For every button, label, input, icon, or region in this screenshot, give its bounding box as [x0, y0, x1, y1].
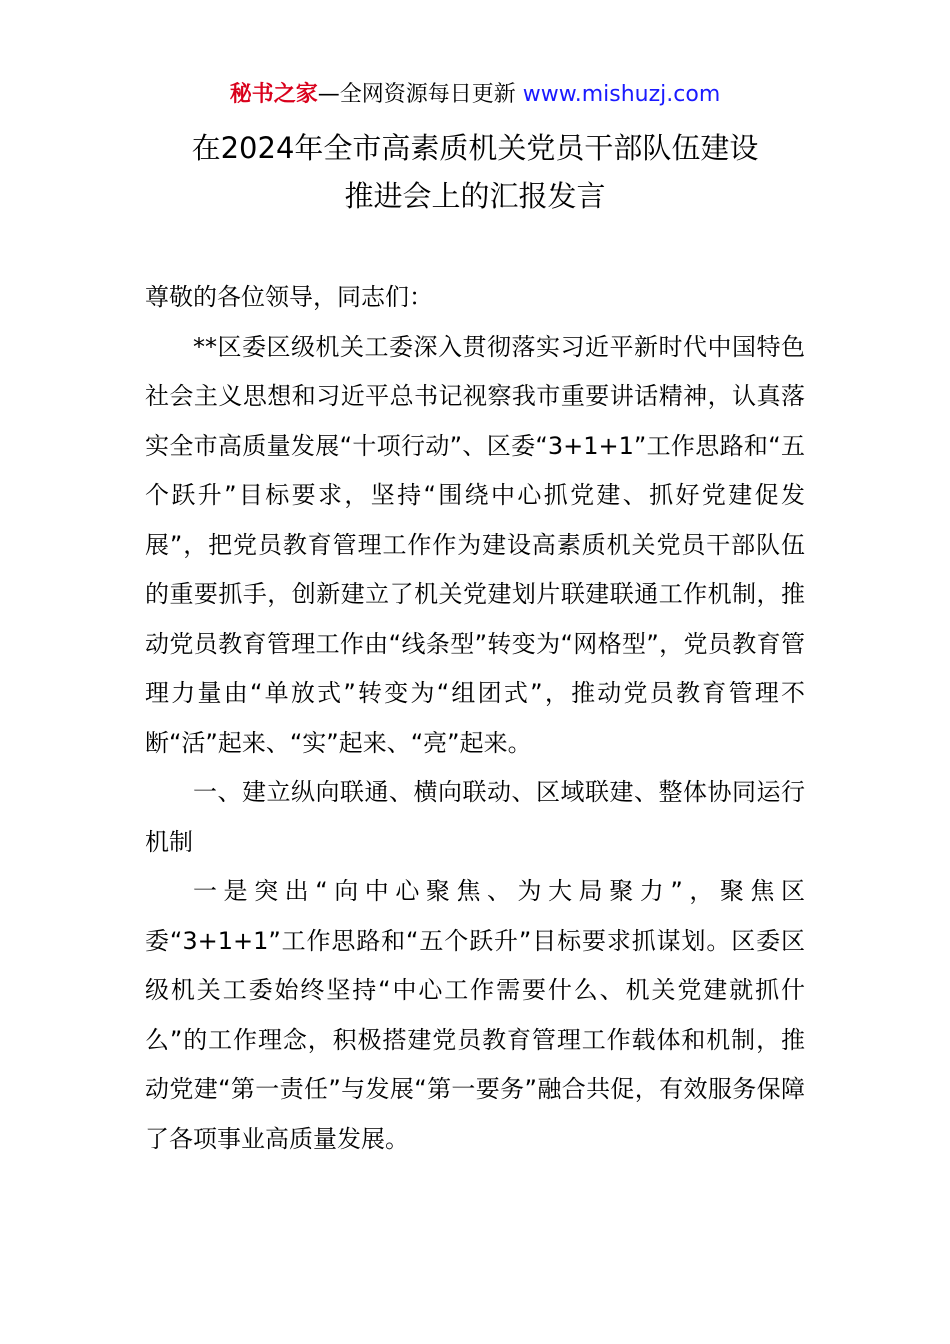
section-heading-1: 一、建立纵向联通、横向联动、区域联建、整体协同运行机制 [145, 778, 805, 856]
site-url-link[interactable]: www.mishuzj.com [522, 82, 721, 107]
document-body [145, 273, 805, 1164]
paragraph-point-1: 一是突出“向中心聚焦、为大局聚力”，聚焦区委“3+1+1”工作思路和“五个跃升”目标要求抓谋划。区委区级机关工委始终坚持“中心工作需要什么、机关党建就抓什么”的工作理念，积极搭建党员教育管理工作载体和机制，推动党建“第一责任”与发展“第一要务”融合共促，有效服务保障了各项事业高质量发展。 [145, 877, 805, 1153]
header-slogan: —全网资源每日更新 [317, 82, 523, 107]
site-header [0, 78, 950, 112]
brand-name: 秘书之家 [229, 82, 318, 107]
salutation: 尊敬的各位领导，同志们： [145, 283, 433, 311]
paragraph-intro: **区委区级机关工委深入贯彻落实习近平新时代中国特色社会主义思想和习近平总书记视察我市重要讲话精神，认真落实全市高质量发展“十项行动”、区委“3+1+1”工作思路和“五个跃升”目标要求，坚持“围绕中心抓党建、抓好党建促发展”，把党员教育管理工作作为建设高素质机关党员干部队伍的重要抓手，创新建立了机关党建划片联建联通工作机制，推动党员教育管理工作由“线条型”转变为“网格型”，党员教育管理力量由“单放式”转变为“组团式”，推动党员教育管理不断“活”起来、“实”起来、“亮”起来。 [145, 332, 805, 757]
title-line-1: 在2024年全市高素质机关党员干部队伍建设 [191, 131, 759, 165]
document-title [0, 124, 950, 220]
title-line-2: 推进会上的汇报发言 [344, 179, 606, 213]
